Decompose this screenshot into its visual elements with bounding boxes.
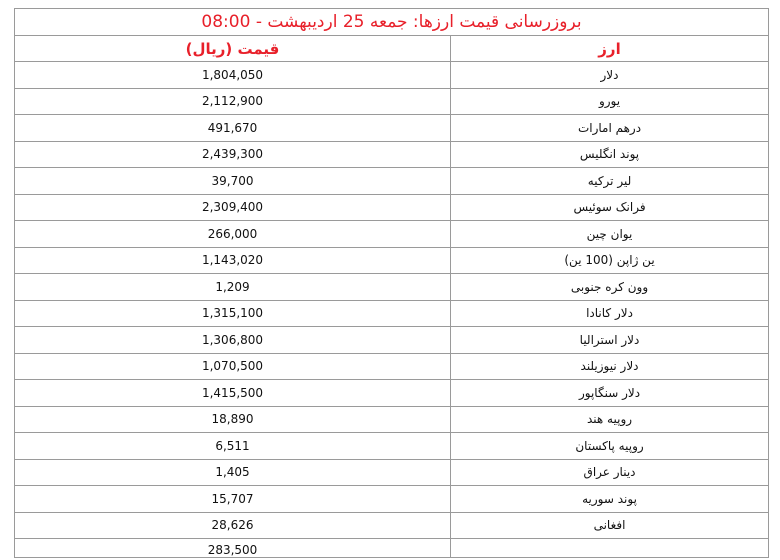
column-header-price: قیمت (ریال)	[15, 36, 451, 62]
currency-name: فرانک سوئیس	[451, 194, 769, 221]
currency-price: 1,306,800	[15, 327, 451, 354]
currency-name: دلار کانادا	[451, 300, 769, 327]
currency-price: 1,209	[15, 274, 451, 301]
currency-name: دلار	[451, 62, 769, 89]
currency-price: 39,700	[15, 168, 451, 195]
table-row	[15, 459, 769, 486]
table-row	[15, 380, 769, 407]
table-row	[15, 141, 769, 168]
column-header-currency: ارز	[451, 36, 769, 62]
currency-name: وون کره جنوبی	[451, 274, 769, 301]
currency-rate-table	[14, 8, 769, 558]
currency-name: روپیه پاکستان	[451, 433, 769, 460]
currency-name: یورو	[451, 88, 769, 115]
currency-price: 1,070,500	[15, 353, 451, 380]
table-row	[15, 486, 769, 513]
currency-price: 491,670	[15, 115, 451, 142]
currency-price: 15,707	[15, 486, 451, 513]
table-row	[15, 539, 769, 558]
table-row	[15, 433, 769, 460]
currency-name: پوند انگلیس	[451, 141, 769, 168]
currency-name: درهم امارات	[451, 115, 769, 142]
title-row	[15, 9, 769, 36]
currency-name	[451, 539, 769, 558]
currency-name: روپیه هند	[451, 406, 769, 433]
currency-price: 1,405	[15, 459, 451, 486]
table-row	[15, 353, 769, 380]
currency-price: 6,511	[15, 433, 451, 460]
currency-name: دلار استرالیا	[451, 327, 769, 354]
table-row	[15, 221, 769, 248]
currency-price: 28,626	[15, 512, 451, 539]
currency-price: 2,112,900	[15, 88, 451, 115]
currency-name: دینار عراق	[451, 459, 769, 486]
table-row	[15, 88, 769, 115]
table-row	[15, 115, 769, 142]
currency-name: پوند سوریه	[451, 486, 769, 513]
page-title: بروزرسانی قیمت ارزها: جمعه 25 اردیبهشت - 08:00	[15, 9, 769, 36]
table-row	[15, 327, 769, 354]
table-row	[15, 62, 769, 89]
currency-price: 1,315,100	[15, 300, 451, 327]
table-row	[15, 300, 769, 327]
table-row	[15, 247, 769, 274]
currency-price: 283,500	[15, 539, 451, 558]
currency-name: افغانی	[451, 512, 769, 539]
table-row	[15, 168, 769, 195]
table-row	[15, 512, 769, 539]
currency-price: 1,804,050	[15, 62, 451, 89]
header-row	[15, 36, 769, 62]
currency-name: لیر ترکیه	[451, 168, 769, 195]
currency-price: 266,000	[15, 221, 451, 248]
currency-price: 18,890	[15, 406, 451, 433]
currency-name: یوان چین	[451, 221, 769, 248]
currency-name: دلار سنگاپور	[451, 380, 769, 407]
currency-name: ین ژاپن (100 ین)	[451, 247, 769, 274]
currency-price: 1,415,500	[15, 380, 451, 407]
table-row	[15, 406, 769, 433]
table-row	[15, 194, 769, 221]
currency-price: 1,143,020	[15, 247, 451, 274]
currency-name: دلار نیوزیلند	[451, 353, 769, 380]
currency-price: 2,309,400	[15, 194, 451, 221]
table-row	[15, 274, 769, 301]
currency-price: 2,439,300	[15, 141, 451, 168]
